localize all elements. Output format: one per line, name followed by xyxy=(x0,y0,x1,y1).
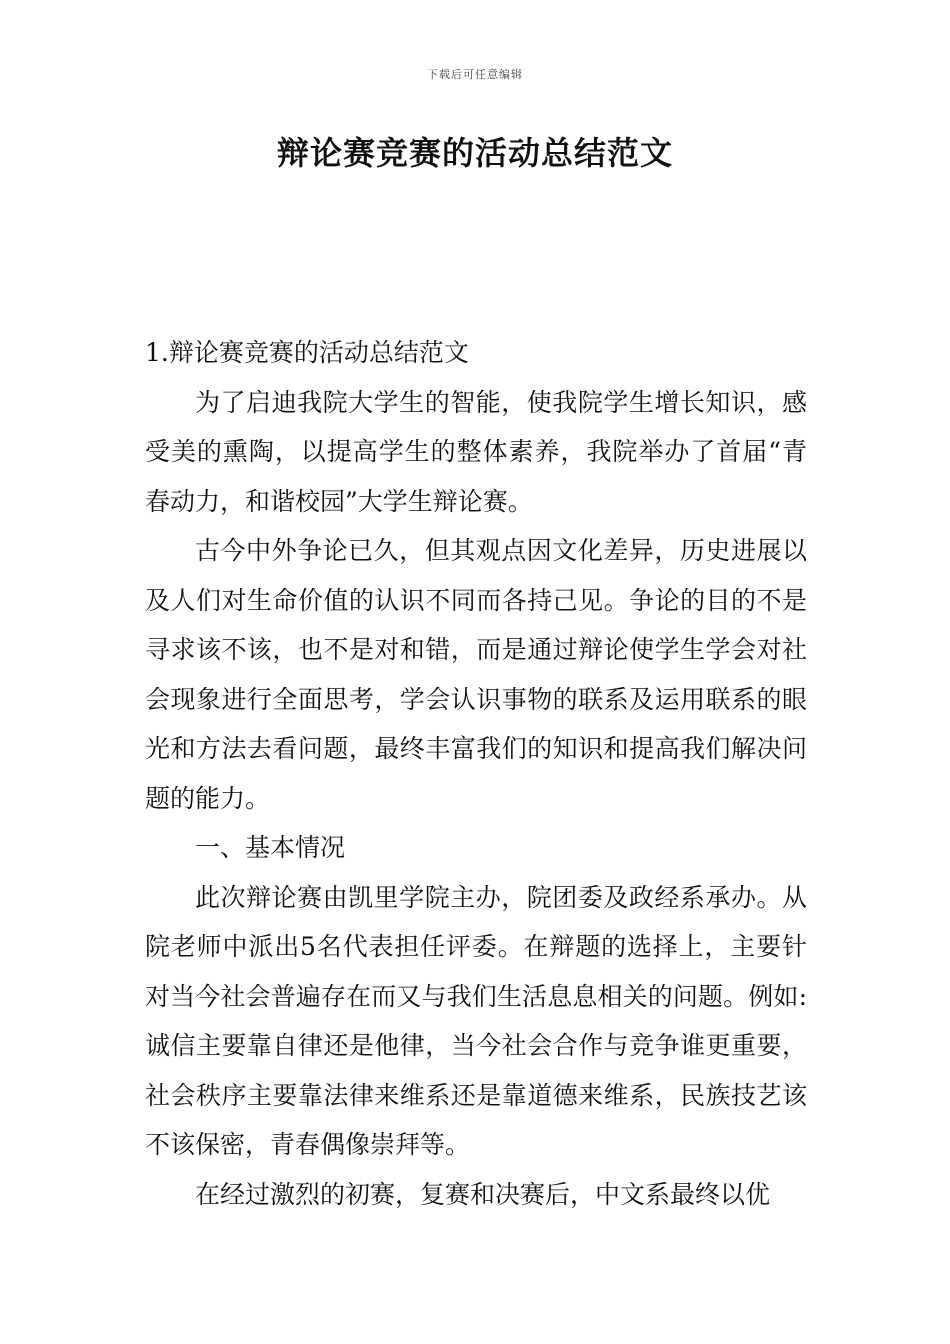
document-body xyxy=(145,328,807,1219)
header-note: 下载后可任意编辑 xyxy=(427,68,523,81)
section-heading: 1.辩论赛竞赛的活动总结范文 xyxy=(145,338,469,367)
document-title: 辩论赛竞赛的活动总结范文 xyxy=(276,134,673,172)
paragraph-purpose: 古今中外争论已久，但其观点因文化差异，历史进展以及人们对生命价值的认识不同而各持己见。争论的目的不是寻求该不该，也不是对和错，而是通过辩论使学生学会对社会现象进行全面思考，学会认识事物的联系及运用联系的眼光和方法去看问题，最终丰富我们的知识和提高我们解决问题的能力。 xyxy=(145,536,807,813)
subheading-basic-situation: 一、基本情况 xyxy=(195,833,346,862)
paragraph-organization: 此次辩论赛由凯里学院主办，院团委及政经系承办。从院老师中派出5名代表担任评委。在辩题的选择上，主要针对当今社会普遍存在而又与我们生活息息相关的问题。例如:诚信主要靠自律还是他律，当今社会合作与竞争谁更重要，社会秩序主要靠法律来维系还是靠道德来维系，民族技艺该不该保密，青春偶像崇拜等。 xyxy=(145,882,807,1159)
paragraph-results: 在经过激烈的初赛，复赛和决赛后，中文系最终以优 xyxy=(195,1179,771,1209)
paragraph-intro: 为了启迪我院大学生的智能，使我院学生增长知识，感受美的熏陶，以提高学生的整体素养，我院举办了首届“青春动力，和谐校园”大学生辩论赛。 xyxy=(145,387,807,516)
